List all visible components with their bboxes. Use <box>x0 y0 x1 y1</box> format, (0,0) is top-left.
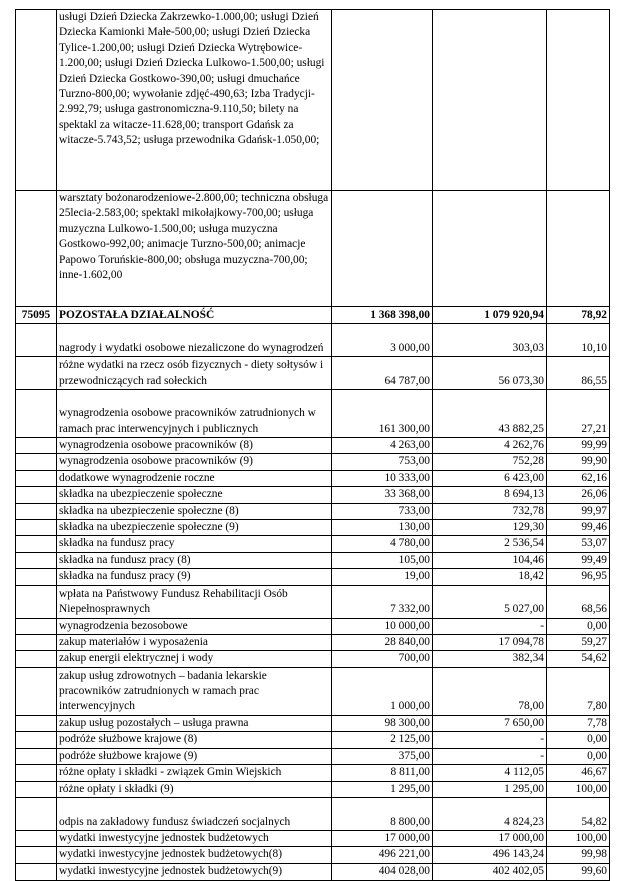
executed-amount-text: - <box>540 619 544 632</box>
description-text: składka na ubezpieczenie społeczne <box>59 488 223 501</box>
description-cell <box>57 324 332 357</box>
percent-cell <box>547 863 610 880</box>
plan-amount-cell <box>332 732 433 748</box>
description-text: składka na fundusz pracy (8) <box>59 553 191 566</box>
description-cell <box>57 520 332 536</box>
executed-amount-cell <box>433 520 547 536</box>
percent-text: 99,97 <box>581 504 607 517</box>
percent-cell <box>547 635 610 651</box>
plan-amount-cell <box>332 715 433 731</box>
table-row <box>16 618 610 634</box>
percent-text: 54,82 <box>581 815 607 828</box>
description-cell <box>57 765 332 781</box>
table-row <box>16 191 610 307</box>
executed-amount-cell <box>433 781 547 797</box>
table-row <box>16 536 610 552</box>
plan-amount-cell <box>332 618 433 634</box>
plan-amount-text: 404 028,00 <box>378 865 430 878</box>
executed-amount-cell <box>433 454 547 470</box>
description-cell <box>57 503 332 519</box>
percent-cell <box>547 454 610 470</box>
section-code-cell <box>16 470 57 486</box>
percent-cell <box>547 487 610 503</box>
description-text: składka na ubezpieczenie społeczne (9) <box>59 521 239 534</box>
executed-amount-text: 17 094,78 <box>498 636 544 649</box>
percent-text: 99,90 <box>581 455 607 468</box>
plan-amount-text: 1 368 398,00 <box>370 308 430 321</box>
executed-amount-text: 752,28 <box>512 455 544 468</box>
description-text: składka na fundusz pracy (9) <box>59 570 191 583</box>
executed-amount-cell <box>433 470 547 486</box>
plan-amount-text: 161 300,00 <box>378 422 430 435</box>
percent-text: 10,10 <box>581 341 607 354</box>
table-row <box>16 830 610 846</box>
plan-amount-text: 2 125,00 <box>390 733 430 746</box>
executed-amount-text: 129,30 <box>512 521 544 534</box>
plan-amount-cell <box>332 536 433 552</box>
description-cell <box>57 585 332 618</box>
table-row <box>16 390 610 438</box>
executed-amount-cell <box>433 390 547 438</box>
description-cell <box>57 781 332 797</box>
section-code-cell <box>16 503 57 519</box>
percent-text: 0,00 <box>587 749 607 762</box>
executed-amount-text: 6 423,00 <box>504 471 544 484</box>
description-text: wynagrodzenia osobowe pracowników (8) <box>59 439 253 451</box>
executed-amount-text: 4 262,76 <box>504 439 544 451</box>
table-row <box>16 470 610 486</box>
executed-amount-text: 43 882,25 <box>498 422 544 435</box>
section-code-cell <box>16 536 57 552</box>
description-cell <box>57 357 332 390</box>
plan-amount-cell <box>332 863 433 880</box>
plan-amount-text: 64 787,00 <box>384 374 430 387</box>
section-code-cell <box>16 797 57 830</box>
executed-amount-cell <box>433 585 547 618</box>
plan-amount-text: 496 221,00 <box>378 848 430 861</box>
description-text: składka na ubezpieczenie społeczne (8) <box>59 504 239 517</box>
description-text: wynagrodzenia bezosobowe <box>59 619 188 632</box>
executed-amount-cell <box>433 732 547 748</box>
description-cell <box>57 191 332 307</box>
executed-amount-cell <box>433 191 547 307</box>
description-cell <box>57 651 332 667</box>
executed-amount-cell <box>433 667 547 715</box>
percent-text: 99,46 <box>581 521 607 534</box>
executed-amount-cell <box>433 307 547 324</box>
plan-amount-cell <box>332 797 433 830</box>
section-code-cell <box>16 454 57 470</box>
description-text: POZOSTAŁA DZIAŁALNOŚĆ <box>59 308 215 321</box>
description-text: wynagrodzenia osobowe pracowników (9) <box>59 455 253 468</box>
description-cell <box>57 470 332 486</box>
description-cell <box>57 748 332 764</box>
table-row <box>16 732 610 748</box>
table-row <box>16 324 610 357</box>
description-cell <box>57 552 332 568</box>
percent-cell <box>547 830 610 846</box>
percent-cell <box>547 847 610 863</box>
table-row <box>16 487 610 503</box>
percent-cell <box>547 10 610 191</box>
percent-text: 46,67 <box>581 766 607 779</box>
description-text: wydatki inwestycyjne jednostek budżetowych <box>59 831 269 844</box>
plan-amount-text: 19,00 <box>404 570 430 583</box>
percent-text: 100,00 <box>575 782 607 795</box>
description-cell <box>57 536 332 552</box>
percent-text: 100,00 <box>575 831 607 844</box>
executed-amount-cell <box>433 552 547 568</box>
executed-amount-cell <box>433 536 547 552</box>
plan-amount-cell <box>332 357 433 390</box>
percent-text: 54,62 <box>581 652 607 665</box>
executed-amount-text: 78,00 <box>518 700 544 713</box>
plan-amount-cell <box>332 569 433 585</box>
plan-amount-cell <box>332 847 433 863</box>
executed-amount-text: 104,46 <box>512 553 544 566</box>
plan-amount-text: 4 263,00 <box>390 439 430 451</box>
description-cell <box>57 390 332 438</box>
percent-text: 68,56 <box>581 603 607 616</box>
percent-cell <box>547 618 610 634</box>
section-code-cell <box>16 651 57 667</box>
description-cell <box>57 667 332 715</box>
percent-text: 99,49 <box>581 553 607 566</box>
executed-amount-cell <box>433 503 547 519</box>
percent-text: 0,00 <box>587 619 607 632</box>
section-code-cell <box>16 715 57 731</box>
executed-amount-cell <box>433 324 547 357</box>
percent-cell <box>547 748 610 764</box>
description-text: wydatki inwestycyjne jednostek budżetowych(9) <box>59 865 283 878</box>
description-cell <box>57 732 332 748</box>
plan-amount-text: 1 000,00 <box>390 700 430 713</box>
executed-amount-cell <box>433 765 547 781</box>
executed-amount-cell <box>433 10 547 191</box>
description-cell <box>57 847 332 863</box>
plan-amount-text: 8 800,00 <box>390 815 430 828</box>
description-text: różne wydatki na rzecz osób fizycznych - diety sołtysów i przewodniczących rad sołeckich <box>59 359 324 387</box>
percent-cell <box>547 438 610 454</box>
executed-amount-text: 496 143,24 <box>492 848 544 861</box>
executed-amount-cell <box>433 748 547 764</box>
section-code-cell <box>16 487 57 503</box>
plan-amount-cell <box>332 438 433 454</box>
section-code-cell <box>16 390 57 438</box>
plan-amount-text: 7 332,00 <box>390 603 430 616</box>
table-row <box>16 667 610 715</box>
plan-amount-cell <box>332 324 433 357</box>
executed-amount-cell <box>433 847 547 863</box>
plan-amount-text: 10 333,00 <box>384 471 430 484</box>
table-row <box>16 715 610 731</box>
description-cell <box>57 10 332 191</box>
budget-page <box>15 9 610 881</box>
description-cell <box>57 569 332 585</box>
description-text: podróże służbowe krajowe (9) <box>59 749 198 762</box>
executed-amount-text: 732,78 <box>512 504 544 517</box>
plan-amount-text: 3 000,00 <box>390 341 430 354</box>
percent-text: 59,27 <box>581 636 607 649</box>
percent-text: 99,99 <box>581 439 607 451</box>
executed-amount-text: 8 694,13 <box>504 488 544 501</box>
executed-amount-text: 303,03 <box>512 341 544 354</box>
percent-cell <box>547 324 610 357</box>
budget-table <box>15 9 610 881</box>
section-code-cell <box>16 10 57 191</box>
description-text: wydatki inwestycyjne jednostek budżetowych(8) <box>59 848 283 861</box>
percent-text: 78,92 <box>581 308 607 321</box>
table-row <box>16 585 610 618</box>
description-text: składka na fundusz pracy <box>59 537 175 550</box>
table-row <box>16 781 610 797</box>
plan-amount-text: 700,00 <box>398 652 430 665</box>
description-text: nagrody i wydatki osobowe niezaliczone do wynagrodzeń <box>59 341 324 354</box>
plan-amount-text: 17 000,00 <box>384 831 430 844</box>
plan-amount-cell <box>332 10 433 191</box>
section-code-cell <box>16 357 57 390</box>
section-code-cell <box>16 324 57 357</box>
plan-amount-cell <box>332 830 433 846</box>
percent-cell <box>547 307 610 324</box>
section-code-cell <box>16 847 57 863</box>
percent-cell <box>547 357 610 390</box>
table-row <box>16 847 610 863</box>
description-cell <box>57 797 332 830</box>
table-row <box>16 10 610 191</box>
section-code-cell <box>16 732 57 748</box>
section-code-cell <box>16 438 57 454</box>
executed-amount-cell <box>433 618 547 634</box>
plan-amount-cell <box>332 390 433 438</box>
description-cell <box>57 715 332 731</box>
description-text: różne opłaty i składki - związek Gmin Wiejskich <box>59 766 282 779</box>
table-row <box>16 503 610 519</box>
description-cell <box>57 454 332 470</box>
executed-amount-text: 382,34 <box>512 652 544 665</box>
executed-amount-text: 4 824,23 <box>504 815 544 828</box>
section-code-cell <box>16 191 57 307</box>
percent-text: 53,07 <box>581 537 607 550</box>
executed-amount-cell <box>433 635 547 651</box>
plan-amount-cell <box>332 552 433 568</box>
percent-cell <box>547 503 610 519</box>
plan-amount-text: 28 840,00 <box>384 636 430 649</box>
table-row <box>16 552 610 568</box>
table-row <box>16 454 610 470</box>
executed-amount-text: 17 000,00 <box>498 831 544 844</box>
section-code-text: 75095 <box>21 308 51 321</box>
percent-cell <box>547 470 610 486</box>
executed-amount-cell <box>433 438 547 454</box>
percent-text: 96,95 <box>581 570 607 583</box>
percent-cell <box>547 715 610 731</box>
description-text: wpłata na Państwowy Fundusz Rehabilitacji Osób Niepełnosprawnych <box>59 587 288 616</box>
percent-cell <box>547 520 610 536</box>
section-code-cell <box>16 667 57 715</box>
percent-text: 99,60 <box>581 865 607 878</box>
executed-amount-text: 2 536,54 <box>504 537 544 550</box>
executed-amount-text: 56 073,30 <box>498 374 544 387</box>
description-text: warsztaty bożonarodzeniowe-2.800,00; techniczna obsługa 25lecia-2.583,00; spektakl mikołajkowy-700,00; usługa muzyczna Lulkowo-1.500,00; usługa muzyczna Gostkowo-992,00; animacje Turzno-500,00; animacje Papowo Toruńskie-800,00; obsługa muzyczna-700,00; inne-1.602,00 <box>59 192 329 282</box>
description-cell <box>57 487 332 503</box>
description-text: zakup materiałów i wyposażenia <box>59 636 208 649</box>
budget-table-body <box>16 10 610 881</box>
table-row <box>16 748 610 764</box>
description-text: podróże służbowe krajowe (8) <box>59 733 198 746</box>
plan-amount-cell <box>332 454 433 470</box>
plan-amount-text: 753,00 <box>398 455 430 468</box>
percent-text: 0,00 <box>587 733 607 746</box>
description-cell <box>57 830 332 846</box>
description-text: różne opłaty i składki (9) <box>59 782 174 795</box>
plan-amount-cell <box>332 667 433 715</box>
plan-amount-cell <box>332 487 433 503</box>
percent-cell <box>547 667 610 715</box>
percent-cell <box>547 765 610 781</box>
section-code-cell <box>16 635 57 651</box>
plan-amount-text: 10 000,00 <box>384 619 430 632</box>
table-row <box>16 651 610 667</box>
table-row <box>16 863 610 880</box>
section-code-cell <box>16 830 57 846</box>
table-row <box>16 520 610 536</box>
plan-amount-cell <box>332 470 433 486</box>
executed-amount-cell <box>433 651 547 667</box>
percent-cell <box>547 651 610 667</box>
description-text: usługi Dzień Dziecka Zakrzewko-1.000,00; usługi Dzień Dziecka Kamionki Małe-500,00; usługi Dzień Dziecka Tylice-1.200,00; usługi Dzień Dziecka Wytrębowice-1.200,00; usługi Dzień Dziecka Lulkowo-1.500,00; usługi Dzień Dziecka Gostkowo-390,00; usługi dmuchańce Turzno-800,00; wywołanie zdjęć-490,63; Izba Tradycji-2.992,79; usługa gastronomiczna-9.110,50; bilety na spektakl za witacze-11.628,00; transport Gdańsk za witacze-5.743,52; usługa przewodnika Gdańsk-1.050,00; <box>59 11 325 147</box>
description-text: dodatkowe wynagrodzenie roczne <box>59 471 215 484</box>
executed-amount-text: 1 079 920,94 <box>484 308 544 321</box>
plan-amount-text: 733,00 <box>398 504 430 517</box>
executed-amount-text: 4 112,05 <box>504 766 544 779</box>
percent-text: 7,80 <box>587 700 607 713</box>
table-row <box>16 569 610 585</box>
executed-amount-text: - <box>540 733 544 746</box>
percent-text: 99,98 <box>581 848 607 861</box>
percent-cell <box>547 781 610 797</box>
section-code-cell <box>16 520 57 536</box>
executed-amount-cell <box>433 569 547 585</box>
plan-amount-cell <box>332 765 433 781</box>
percent-cell <box>547 569 610 585</box>
plan-amount-cell <box>332 307 433 324</box>
table-row <box>16 635 610 651</box>
executed-amount-text: 1 295,00 <box>504 782 544 795</box>
executed-amount-text: - <box>540 749 544 762</box>
percent-cell <box>547 585 610 618</box>
plan-amount-cell <box>332 748 433 764</box>
section-code-cell <box>16 569 57 585</box>
executed-amount-text: 402 402,05 <box>492 865 544 878</box>
description-text: odpis na zakładowy fundusz świadczeń socjalnych <box>59 815 291 828</box>
table-row <box>16 797 610 830</box>
executed-amount-text: 18,42 <box>518 570 544 583</box>
description-text: zakup energii elektrycznej i wody <box>59 652 214 665</box>
section-code-cell <box>16 552 57 568</box>
description-text: zakup usług zdrowotnych – badania lekarskie pracowników zatrudnionych w ramach prac interwencyjnych <box>59 669 267 713</box>
plan-amount-cell <box>332 520 433 536</box>
percent-cell <box>547 191 610 307</box>
plan-amount-text: 130,00 <box>398 521 430 534</box>
plan-amount-text: 4 780,00 <box>390 537 430 550</box>
percent-cell <box>547 536 610 552</box>
section-code-cell <box>16 765 57 781</box>
plan-amount-text: 375,00 <box>398 749 430 762</box>
executed-amount-cell <box>433 357 547 390</box>
table-row <box>16 307 610 324</box>
plan-amount-cell <box>332 781 433 797</box>
section-code-cell <box>16 863 57 880</box>
percent-cell <box>547 552 610 568</box>
percent-text: 27,21 <box>581 422 607 435</box>
section-code-cell <box>16 781 57 797</box>
plan-amount-cell <box>332 191 433 307</box>
section-code-cell <box>16 618 57 634</box>
description-cell <box>57 635 332 651</box>
percent-cell <box>547 797 610 830</box>
percent-text: 7,78 <box>587 716 607 729</box>
percent-text: 26,06 <box>581 488 607 501</box>
executed-amount-cell <box>433 487 547 503</box>
percent-cell <box>547 732 610 748</box>
plan-amount-cell <box>332 503 433 519</box>
plan-amount-cell <box>332 585 433 618</box>
section-code-cell <box>16 307 57 324</box>
description-cell <box>57 307 332 324</box>
executed-amount-cell <box>433 830 547 846</box>
executed-amount-cell <box>433 863 547 880</box>
plan-amount-cell <box>332 651 433 667</box>
executed-amount-text: 7 650,00 <box>504 716 544 729</box>
description-text: zakup usług pozostałych – usługa prawna <box>59 716 249 729</box>
section-code-cell <box>16 585 57 618</box>
description-cell <box>57 438 332 454</box>
plan-amount-cell <box>332 635 433 651</box>
plan-amount-text: 105,00 <box>398 553 430 566</box>
table-row <box>16 765 610 781</box>
plan-amount-text: 8 811,00 <box>390 766 430 779</box>
executed-amount-cell <box>433 715 547 731</box>
description-cell <box>57 618 332 634</box>
plan-amount-text: 98 300,00 <box>384 716 430 729</box>
plan-amount-text: 33 368,00 <box>384 488 430 501</box>
table-row <box>16 357 610 390</box>
section-code-cell <box>16 748 57 764</box>
plan-amount-text: 1 295,00 <box>390 782 430 795</box>
percent-cell <box>547 390 610 438</box>
percent-text: 62,16 <box>581 471 607 484</box>
executed-amount-cell <box>433 797 547 830</box>
executed-amount-text: 5 027,00 <box>504 603 544 616</box>
description-cell <box>57 863 332 880</box>
table-row <box>16 438 610 454</box>
percent-text: 86,55 <box>581 374 607 387</box>
description-text: wynagrodzenia osobowe pracowników zatrudnionych w ramach prac interwencyjnych i publicznych <box>59 407 316 435</box>
